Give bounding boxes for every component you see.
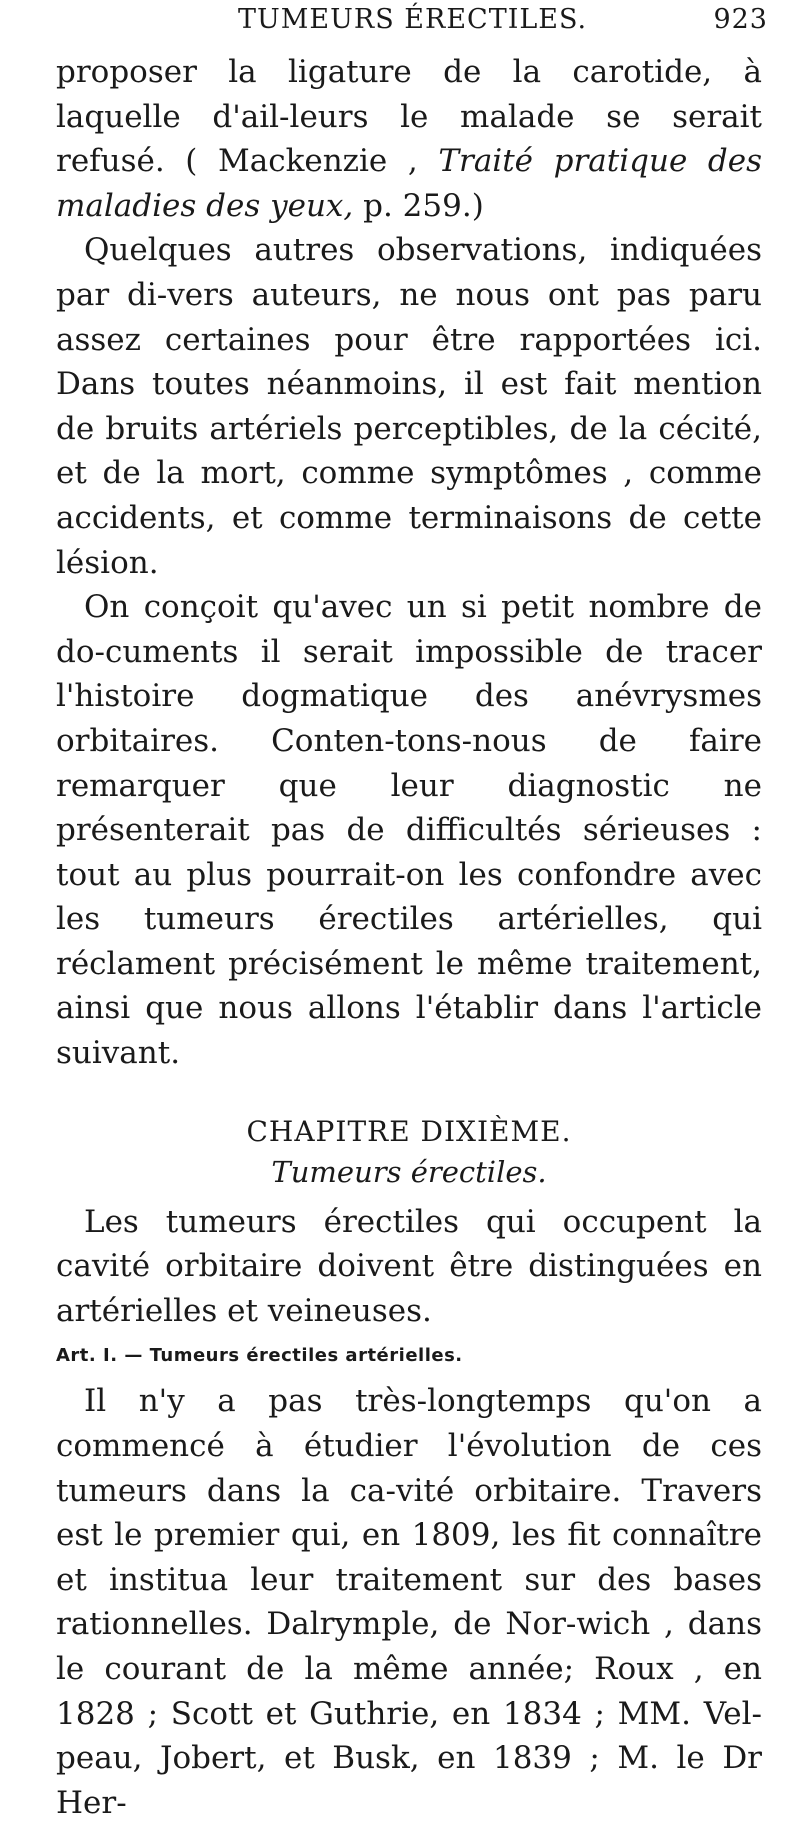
running-header: [238, 4, 768, 44]
page-body: [56, 50, 762, 1825]
running-title: TUMEURS ÉRECTILES.: [238, 4, 588, 35]
paragraph-diagnostic: On conçoit qu'avec un si petit nombre de do-cuments il serait impossible de tracer l'histoire dogmatique des anévrysmes orbitaires. Conten-tons-nous de faire remarquer que leur diagnostic ne présenterait pas de difficultés sérieuses : tout au plus pourrait-on les confondre avec les tumeurs érectiles artérielles, qui réclament précisément le même traitement, ainsi que nous allons l'établir dans l'article suivant.: [56, 589, 762, 1072]
book-title-citation: Traité pratique des maladies des yeux,: [56, 143, 762, 224]
paragraph-text: proposer la ligature de la carotide, à laquelle d'ail-leurs le malade se serait refusé. ( Mackenzie ,: [56, 54, 762, 180]
paragraph-observations: Quelques autres observations, indiquées par di-vers auteurs, ne nous ont pas paru assez certaines pour être rapportées ici. Dans toutes néanmoins, il est fait mention de bruits artériels perceptibles, de la cécité, et de la mort, comme symptômes , comme accidents, et comme terminaisons de cette lésion.: [56, 232, 762, 581]
article-heading: Art. I. — Tumeurs érectiles artérielles.: [56, 1345, 463, 1367]
chapter-subtitle: Tumeurs érectiles.: [271, 1154, 547, 1189]
chapter-intro: Les tumeurs érectiles qui occupent la cavité orbitaire doivent être distinguées en artérielles et veineuses.: [56, 1203, 762, 1329]
paragraph-continuation: [56, 50, 762, 228]
page-reference: p. 259.): [353, 187, 484, 224]
article-text: Il n'y a pas très-longtemps qu'on a commencé à étudier l'évolution de ces tumeurs dans la ca-vité orbitaire. Travers est le premier qui, en 1809, les fit connaître et institua leur traitement sur des bases rationnelles. Dalrymple, de Nor-wich , dans le courant de la même année; Roux , en 1828 ; Scott et Guthrie, en 1834 ; MM. Vel-peau, Jobert, et Busk, en 1839 ; M. le Dr Her-: [56, 1383, 762, 1821]
chapter-heading: CHAPITRE DIXIÈME.: [246, 1114, 572, 1148]
page-number: 923: [713, 4, 768, 35]
